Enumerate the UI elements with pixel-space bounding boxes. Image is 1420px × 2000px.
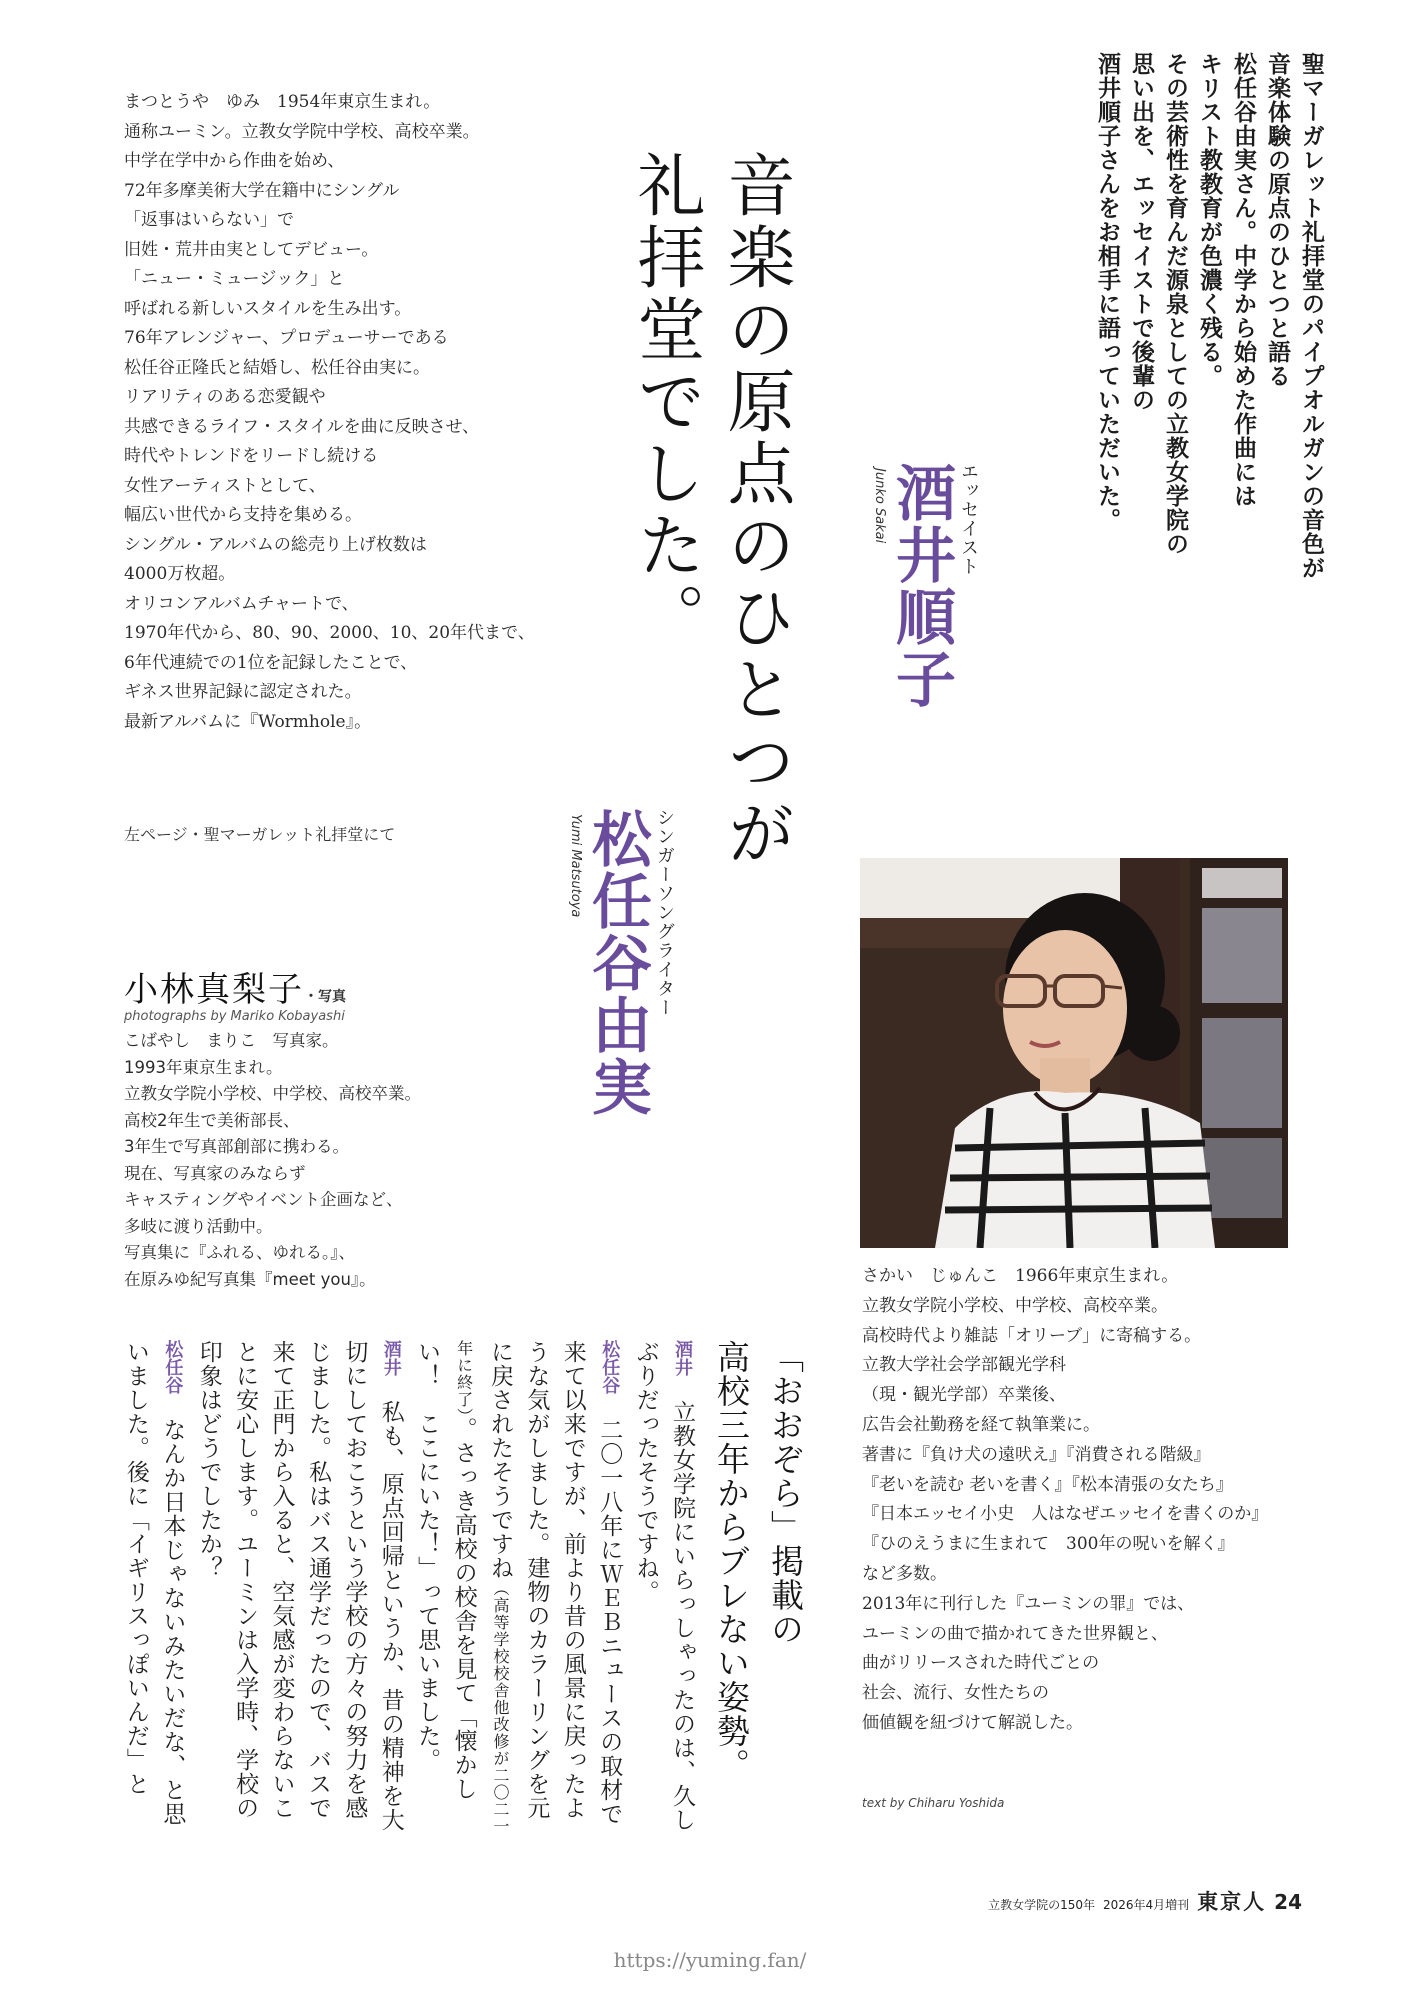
dialogue-paragraph — [118, 1340, 191, 1840]
dialogue-note: （高等学校校舎他改修が二〇二一年に終了） — [454, 1340, 510, 1835]
bio-line: 「ニュー・ミュージック」と — [124, 269, 345, 289]
lead-line: その芸術性を育んだ源泉としての立教女学院の — [1162, 52, 1188, 556]
dialogue-paragraph — [627, 1340, 700, 1840]
dialogue-paragraph — [409, 1340, 627, 1840]
person-name: 酒井順子 — [886, 462, 956, 710]
article-headline-line: 「おおぞら」掲載の — [766, 1340, 805, 1646]
bio-line: 6年代連続での1位を記録したことで、 — [124, 652, 418, 673]
bio-line: 在原みゆ紀写真集『meet you』。 — [124, 1269, 376, 1289]
speaker-label: 松任谷 — [599, 1340, 621, 1394]
bio-line: 72年多摩美術大学在籍中にシングル — [124, 180, 400, 201]
bio-line: 中学在学中から作曲を始め、 — [124, 151, 345, 171]
lead-line: キリスト教教育が色濃く残る。 — [1196, 52, 1222, 388]
bio-line: 幅広い世代から支持を集める。 — [124, 505, 362, 525]
lead-line: 音楽体験の原点のひとつと語る — [1264, 52, 1290, 388]
person-name: 松任谷由実 — [582, 808, 652, 1118]
matsutoya-bio — [124, 88, 544, 737]
bio-line: 著書に『負け犬の遠吠え』『消費される階級』 — [862, 1444, 1211, 1465]
article-headline-line: 高校三年からブレない姿勢。 — [712, 1340, 751, 1782]
page-folio — [988, 1886, 1302, 1916]
text-credit: text by Chiharu Yoshida — [862, 1796, 1005, 1810]
dialogue-text: 二〇一八年にＷＥＢニュースの取材で来て以来ですが、前より昔の風景に戻ったような気がしました。建物のカラーリングを元に戻されたそうですね — [486, 1340, 623, 1826]
bio-line: 旧姓・荒井由実としてデビュー。 — [124, 239, 379, 260]
bio-line: 呼ばれる新しいスタイルを生み出す。 — [124, 298, 412, 319]
role-label: エッセイスト — [958, 462, 979, 576]
dialogue-text: 。さっき高校の校舎を見て「懐かしい！ ここにいた！」って思いました。 — [414, 1340, 477, 1801]
bio-line: さかい じゅんこ 1966年東京生まれ。 — [862, 1266, 1179, 1286]
speaker-label: 松任谷 — [162, 1340, 184, 1394]
roman-name: Junko Sakai — [872, 468, 887, 544]
bio-line: 76年アレンジャー、プロデューサーである — [124, 328, 449, 348]
dialogue-paragraph — [190, 1340, 408, 1840]
bio-line: 写真集に『ふれる、ゆれる。』、 — [124, 1243, 355, 1262]
title-line: 音楽の原点のひとつが — [716, 150, 795, 870]
bio-line: ギネス世界記録に認定された。 — [124, 682, 362, 702]
lead-line: 思い出を、エッセイストで後輩の — [1128, 52, 1154, 412]
name-block-matsutoya — [568, 808, 677, 1118]
bio-line: リアリティのある恋愛観や — [124, 387, 326, 407]
lead-line: 聖マーガレット礼拝堂のパイプオルガンの音色が — [1298, 52, 1324, 580]
name-block-sakai — [872, 462, 981, 710]
bio-line: 1970年代から、80、90、2000、10、20年代まで、 — [124, 623, 535, 643]
bio-line: 共感できるライフ・スタイルを曲に反映させ、 — [124, 416, 480, 437]
photo-caption: 左ページ・聖マーガレット礼拝堂にて — [124, 825, 396, 844]
lead-line: 酒井順子さんをお相手に語っていただいた。 — [1094, 52, 1120, 532]
watermark-url: https://yuming.fan/ — [613, 1948, 807, 1972]
bio-line: 4000万枚超。 — [124, 564, 236, 584]
lead-paragraph — [1090, 52, 1328, 612]
bio-line: 曲がリリースされた時代ごとの — [862, 1653, 1100, 1674]
role-label: シンガーソングライター — [654, 808, 675, 1017]
photographer-name: 小林真梨子 — [124, 970, 304, 1010]
dialogue-text: なんか日本じゃないみたいだな、と思いました。後に「イギリスっぽいんだ」と — [122, 1340, 186, 1826]
photographer-credit — [124, 962, 554, 1293]
bio-line: こばやし まりこ 写真家。 — [124, 1031, 339, 1050]
bio-line: 時代やトレンドをリードし続ける — [124, 446, 379, 466]
bio-line: 広告会社勤務を経て執筆業に。 — [862, 1414, 1100, 1435]
photographer-suffix: ・写真 — [304, 989, 346, 1005]
speaker-label: 酒井 — [380, 1340, 402, 1376]
bio-line: 現在、写真家のみならず — [124, 1163, 306, 1183]
lead-line: 松任谷由実さん。中学から始めた作曲には — [1230, 52, 1256, 508]
folio-date: 2026年4月増刊 — [1102, 1898, 1190, 1912]
bio-line: など多数。 — [862, 1563, 947, 1584]
bio-line: オリコンアルバムチャートで、 — [124, 593, 359, 614]
bio-line: 3年生で写真部創部に携わる。 — [124, 1137, 349, 1156]
bio-line: 松任谷正隆氏と結婚し、松任谷由実に。 — [124, 357, 430, 378]
magazine-name: 東京人 — [1197, 1889, 1267, 1914]
folio-issue: 立教女学院の150年 — [988, 1898, 1095, 1912]
page-number: 24 — [1274, 1890, 1302, 1914]
bio-line: 2013年に刊行した『ユーミンの罪』では、 — [862, 1593, 1195, 1614]
bio-line: 最新アルバムに『Wormhole』。 — [124, 711, 372, 732]
bio-line: 立教女学院小学校、中学校、高校卒業。 — [124, 1084, 421, 1103]
speaker-label: 酒井 — [672, 1340, 693, 1376]
dialogue-text: 立教女学院にいらっしゃったのは、久しぶりだったそうですね。 — [632, 1340, 695, 1832]
bio-line: 価値観を紐づけて解説した。 — [862, 1712, 1083, 1733]
bio-line: 1993年東京生まれ。 — [124, 1057, 283, 1077]
bio-line: 女性アーティストとして、 — [124, 475, 326, 496]
bio-line: （現・観光学部）卒業後、 — [862, 1385, 1066, 1406]
article-body — [118, 1340, 808, 1840]
bio-line: シングル・アルバムの総売り上げ枚数は — [124, 534, 427, 555]
bio-line: 『日本エッセイ小史 人はなぜエッセイを書くのか』 — [862, 1504, 1269, 1525]
title-line: 礼拝堂でした。 — [626, 150, 705, 654]
bio-line: 『ひのえうまに生まれて 300年の呪いを解く』 — [862, 1534, 1235, 1555]
bio-line: 『老いを読む 老いを書く』『松本清張の女たち』 — [862, 1474, 1233, 1495]
dialogue-text: 私も、原点回帰というか、昔の精神を大切にしておこうという学校の方々の努力を感じました。私はバス通学だったので、バスで来て正門から入ると、空気感が変わらないことに安心します。ユーミンは入学時、学校の印象はどうでしたか？ — [195, 1340, 404, 1832]
bio-line: キャスティングやイベント企画など、 — [124, 1190, 403, 1209]
photographer-bio — [124, 1028, 554, 1293]
bio-line: 高校2年生で美術部長、 — [124, 1110, 300, 1130]
roman-name: Yumi Matsutoya — [568, 814, 583, 918]
bio-line: 立教女学院小学校、中学校、高校卒業。 — [862, 1295, 1168, 1316]
bio-line: 通称ユーミン。立教女学院中学校、高校卒業。 — [124, 121, 480, 142]
photographer-roman: photographs by Mariko Kobayashi — [124, 1009, 345, 1024]
bio-line: 多岐に渡り活動中。 — [124, 1216, 273, 1236]
portrait-photo-sakai — [860, 858, 1288, 1248]
bio-line: まつとうや ゆみ 1954年東京生まれ。 — [124, 92, 441, 112]
bio-line: 高校時代より雑誌「オリーブ」に寄稿する。 — [862, 1325, 1202, 1346]
bio-line: 社会、流行、女性たちの — [862, 1683, 1049, 1704]
bio-line: 立教大学社会学部観光学科 — [862, 1355, 1066, 1376]
bio-line: ユーミンの曲で描かれてきた世界観と、 — [862, 1623, 1168, 1644]
sakai-bio — [862, 1262, 1302, 1739]
bio-line: 「返事はいらない」で — [124, 210, 294, 230]
